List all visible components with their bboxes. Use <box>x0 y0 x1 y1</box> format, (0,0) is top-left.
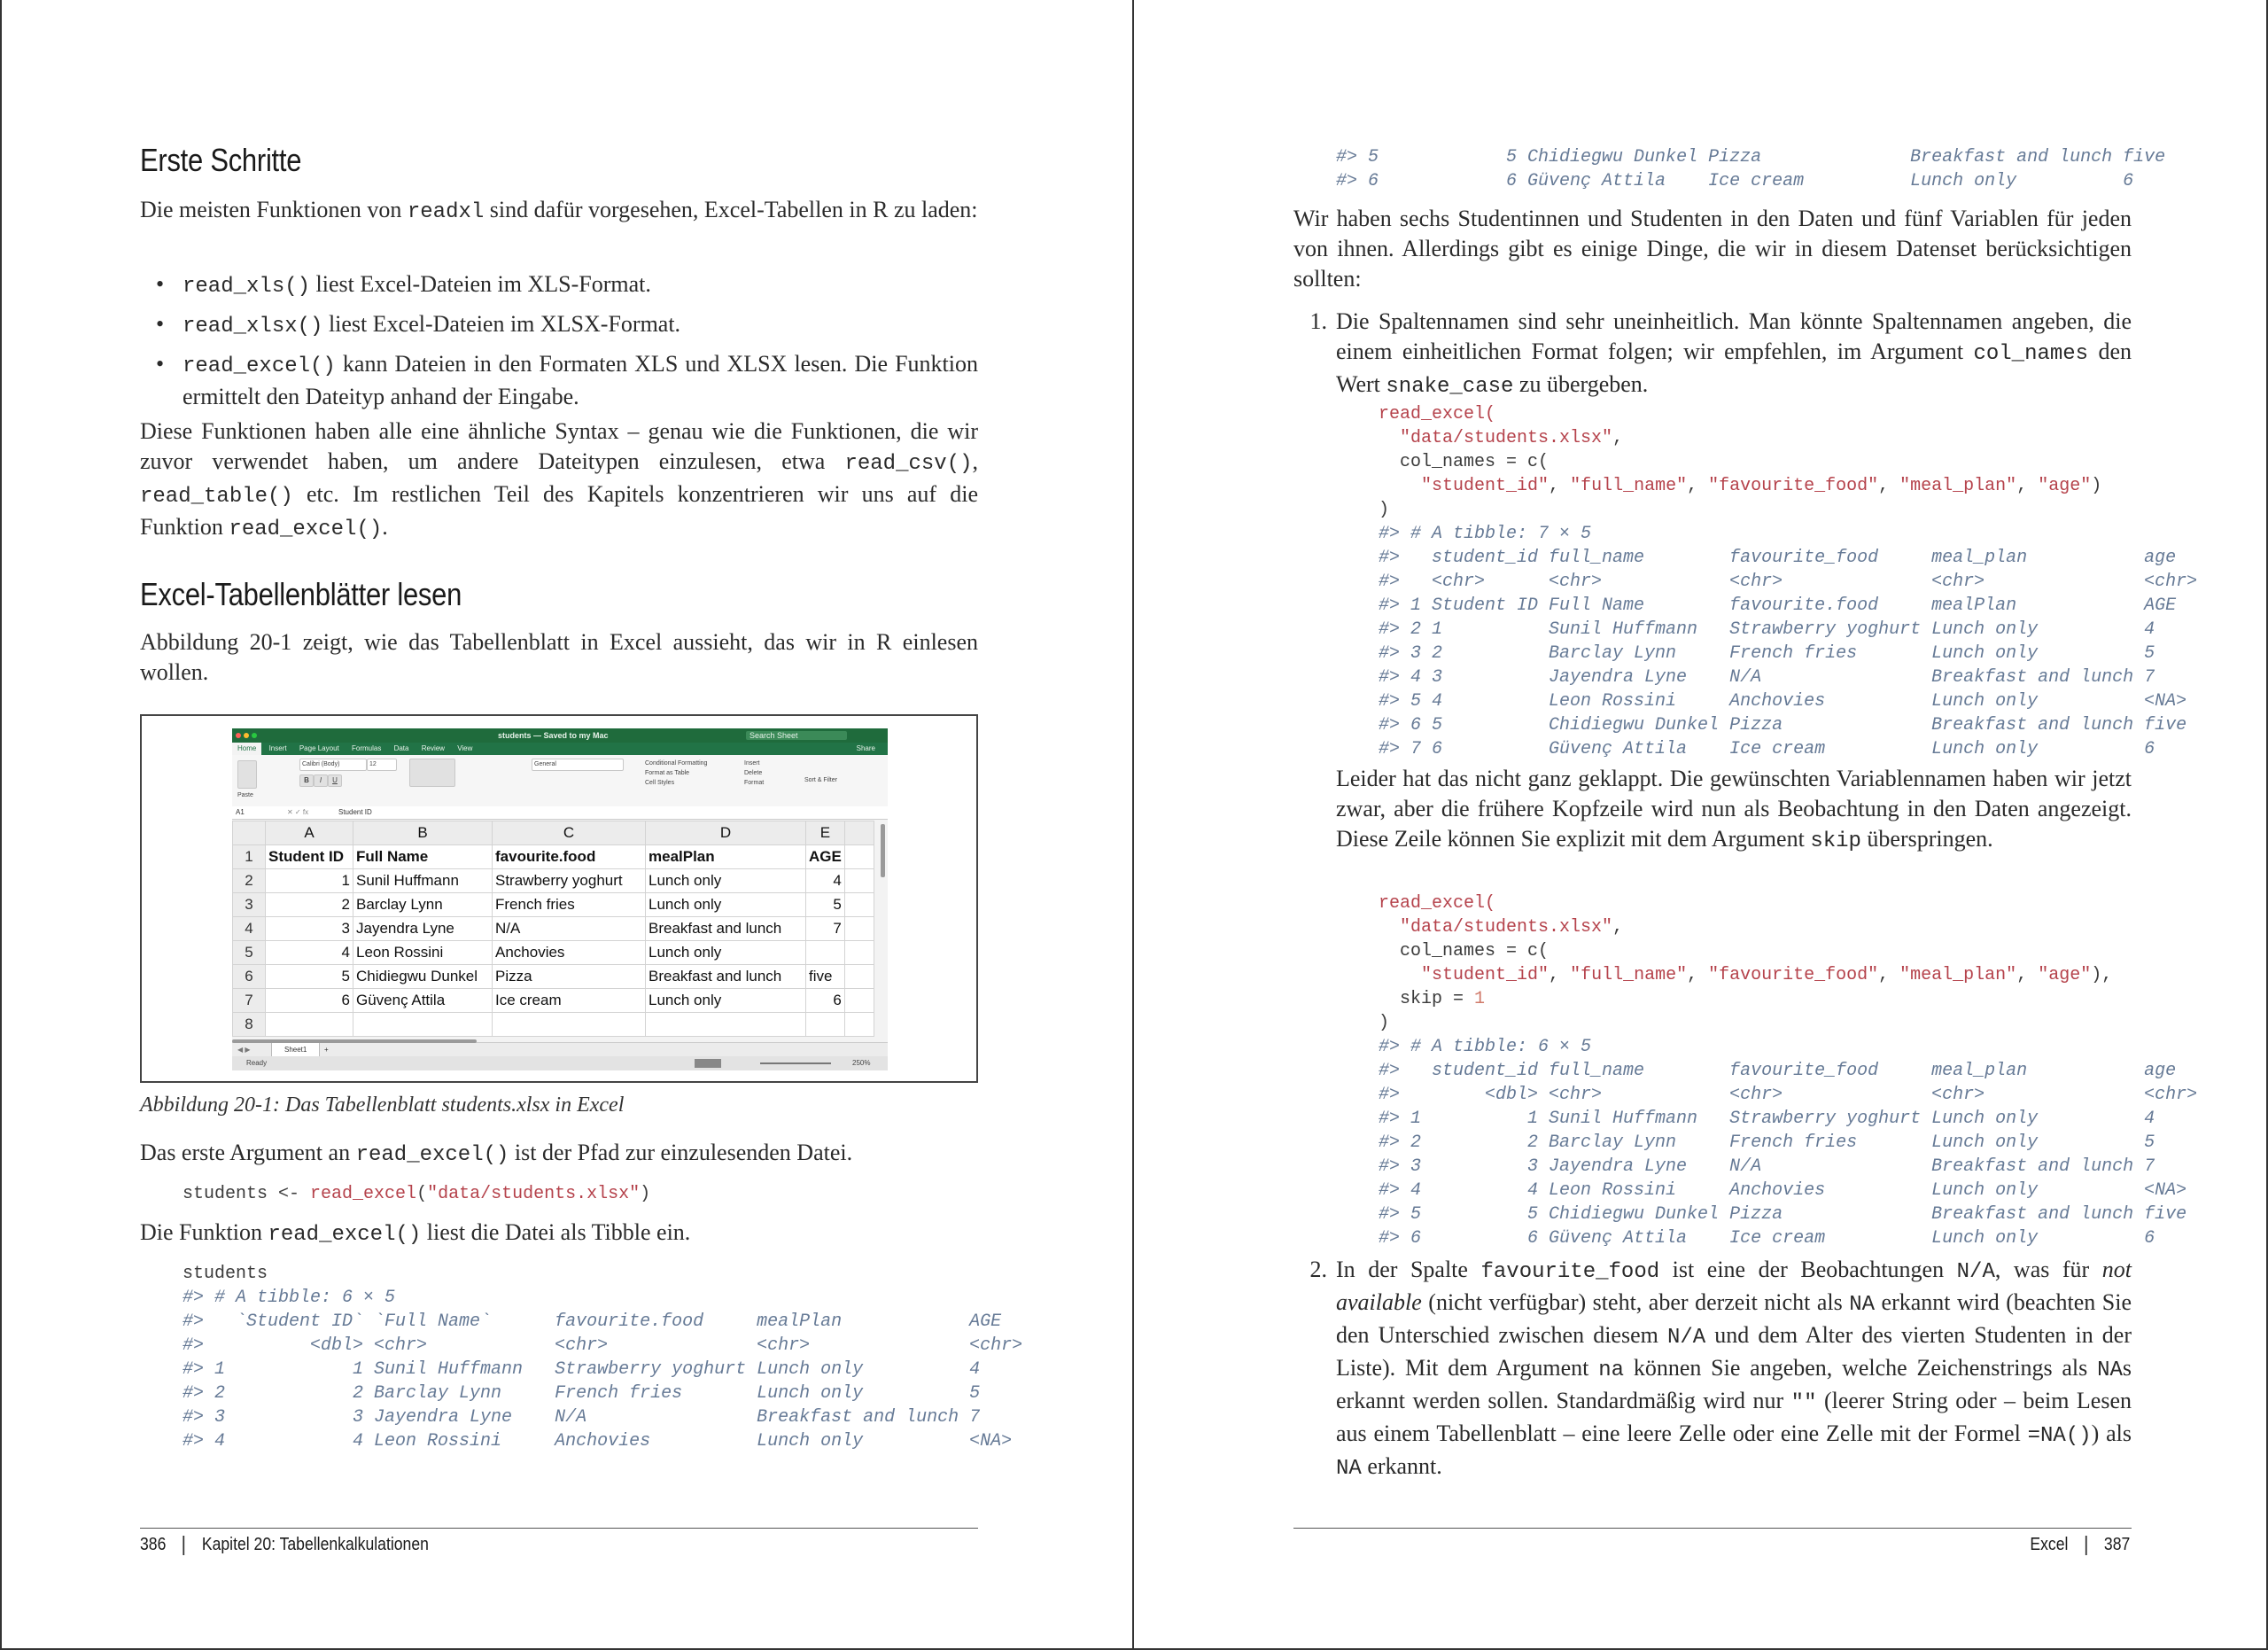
code-output-line: #> # A tibble: 6 × 5 <box>1379 1037 1592 1057</box>
page-number: 386 <box>140 1535 167 1554</box>
code-line: students <box>183 1264 268 1284</box>
text: Leider hat das nicht ganz geklappt. Die gewünschten Variablennamen haben wir jetzt zwar, aber die frühere Kopfzeile wird nun als Beobachtung in den Daten angezeigt. Diese Zeile können Sie explizit mit dem Argument <box>1336 766 2132 852</box>
code-string: "favourite_food" <box>1708 476 1879 496</box>
section-title: Excel <box>2030 1535 2069 1554</box>
code-string: "student_id" <box>1421 476 1550 496</box>
list-item <box>140 309 978 342</box>
code-inline: "" <box>1790 1391 1817 1415</box>
share-button[interactable]: Share <box>856 744 875 752</box>
table-row <box>233 989 874 1013</box>
cell[interactable]: 5 <box>806 893 845 917</box>
cell[interactable]: Barclay Lynn <box>353 893 493 917</box>
cell[interactable]: 5 <box>266 965 353 989</box>
footer-rule <box>1293 1528 2132 1529</box>
code-inline: read_xlsx() <box>183 315 323 339</box>
text: erkannt wird (beachten Sie den Unterschied zwischen diesem <box>1336 1289 2132 1348</box>
cell[interactable] <box>844 917 874 941</box>
code-output-line: #> <dbl> <chr> <chr> <chr> <chr> <box>1379 1085 2198 1105</box>
close-dot-icon <box>236 733 241 738</box>
code-inline: read_table() <box>140 485 293 509</box>
text: ist eine der Beobachtungen <box>1659 1257 1957 1282</box>
cell[interactable]: 4 <box>266 941 353 965</box>
list-item <box>140 269 978 302</box>
cell[interactable] <box>844 965 874 989</box>
minimize-dot-icon <box>244 733 249 738</box>
number-format-select[interactable]: General <box>532 759 624 771</box>
excel-titlebar <box>232 728 888 743</box>
cell[interactable] <box>844 869 874 893</box>
function-list <box>140 269 978 419</box>
text: liest Excel-Dateien im XLSX-Format. <box>322 311 681 337</box>
code-punct: ) <box>640 1184 651 1204</box>
chapter-title: Kapitel 20: Tabellenkalkulationen <box>201 1535 429 1554</box>
cell[interactable]: 6 <box>806 989 845 1013</box>
code-output-line: #> 3 2 Barclay Lynn French fries Lunch only 5 <box>1379 643 2155 664</box>
text: liest die Datei als Tibble ein. <box>421 1219 691 1245</box>
table-row <box>233 917 874 941</box>
code-number: 1 <box>1474 989 1486 1009</box>
list-item-2 <box>1293 1255 2132 1484</box>
issues-list <box>1293 307 2132 402</box>
paste-icon[interactable] <box>237 760 257 789</box>
table-row <box>233 1013 874 1037</box>
text: Das erste Argument an <box>140 1140 356 1165</box>
select-all-corner[interactable] <box>233 821 266 845</box>
fx-icon: ✕ ✓ fx <box>287 808 309 816</box>
code-output-line: #> 6 5 Chidiegwu Dunkel Pizza Breakfast and lunch five <box>1379 715 2187 735</box>
cell[interactable]: Jayendra Lyne <box>353 917 493 941</box>
column-header[interactable]: D <box>646 821 806 845</box>
status-bar <box>232 1056 888 1070</box>
add-sheet-button[interactable]: + <box>324 1046 329 1054</box>
cell[interactable]: 2 <box>266 893 353 917</box>
cell[interactable]: Breakfast and lunch <box>646 965 806 989</box>
code-block-read-excel <box>183 1182 650 1206</box>
excel-ribbon-tabs <box>232 743 888 755</box>
syntax-paragraph <box>140 416 978 545</box>
cell[interactable]: Full Name <box>353 845 493 869</box>
code-line: ) <box>1379 500 1390 520</box>
excel-figure <box>140 714 978 1083</box>
code-output-line: #> 7 6 Güvenç Attila Ice cream Lunch only 6 <box>1379 739 2155 759</box>
cell[interactable]: 7 <box>806 917 845 941</box>
sort-filter-button[interactable]: Sort & Filter <box>804 777 837 783</box>
cell[interactable]: Lunch only <box>646 893 806 917</box>
text: Die Funktion <box>140 1219 268 1245</box>
formula-input[interactable]: Student ID <box>338 808 372 816</box>
table-row <box>233 869 874 893</box>
emphasis: not available <box>1336 1257 2132 1315</box>
footer-separator <box>183 1536 185 1555</box>
cell[interactable]: Lunch only <box>646 941 806 965</box>
code-output-line: #> student_id full_name favourite_food meal_plan age <box>1379 1061 2177 1081</box>
code-output-continued <box>1336 145 2165 193</box>
cell[interactable]: Leon Rossini <box>353 941 493 965</box>
bold-button[interactable]: B <box>299 774 314 787</box>
tab-page-layout[interactable]: Page Layout <box>299 744 339 752</box>
cell[interactable] <box>266 1013 353 1037</box>
cell[interactable]: 6 <box>266 989 353 1013</box>
cell[interactable] <box>493 1013 646 1037</box>
cell[interactable]: Lunch only <box>646 869 806 893</box>
text: ) als <box>2091 1420 2132 1446</box>
text: Die Spaltennamen sind sehr uneinheitlich. Man könnte Spaltennamen angeben, die einem einheitlichen Format folgen; wir empfehlen, im Argument <box>1336 308 2132 364</box>
text: überspringen. <box>1860 826 1993 852</box>
code-inline: favourite_food <box>1480 1260 1660 1284</box>
footer-rule <box>140 1528 978 1529</box>
sheet-tab-sheet1[interactable]: Sheet1 <box>271 1043 320 1057</box>
font-size-select[interactable]: 12 <box>367 759 397 771</box>
horizontal-scrollbar[interactable] <box>232 1039 477 1043</box>
code-line: read_excel( <box>1379 893 1496 914</box>
text: sind dafür vorgesehen, Excel-Tabellen in R zu laden: <box>484 197 978 222</box>
text: etc. Im restlichen Teil des Kapitels konzentrieren wir uns auf die Funktion <box>140 481 978 540</box>
code-inline: skip <box>1810 829 1861 853</box>
column-header[interactable]: A <box>266 821 353 845</box>
code-output-line: #> 6 6 Güvenç Attila Ice cream Lunch only 6 <box>1336 171 2134 191</box>
text: Die meisten Funktionen von <box>140 197 408 222</box>
code-string: "favourite_food" <box>1708 965 1879 985</box>
column-header[interactable]: E <box>806 821 845 845</box>
format-as-table-button[interactable]: Format as Table <box>645 770 690 776</box>
code-string: "data/students.xlsx" <box>1400 428 1613 448</box>
vertical-scrollbar[interactable] <box>881 824 885 877</box>
tab-formulas[interactable]: Formulas <box>352 744 382 752</box>
column-header[interactable]: C <box>493 821 646 845</box>
code-inline: NA <box>1849 1293 1876 1317</box>
footer-right <box>2030 1535 2130 1555</box>
code-string: "full_name" <box>1570 476 1688 496</box>
code-string: "meal_plan" <box>1899 965 2017 985</box>
cell[interactable] <box>806 1013 845 1037</box>
code-inline: read_excel() <box>268 1223 422 1247</box>
cell[interactable]: Strawberry yoghurt <box>493 869 646 893</box>
first-argument-paragraph <box>140 1138 978 1171</box>
cell[interactable]: 3 <box>266 917 353 941</box>
cell[interactable] <box>806 941 845 965</box>
tab-view[interactable]: View <box>457 744 473 752</box>
table-row <box>233 893 874 917</box>
heading-excel-tabellenblaetter: Excel-Tabellenblätter lesen <box>140 576 462 612</box>
excel-window <box>232 728 888 1070</box>
code-output-line: #> <chr> <chr> <chr> <chr> <chr> <box>1379 572 2198 592</box>
tab-insert[interactable]: Insert <box>268 744 287 752</box>
code-output-line: #> 1 Student ID Full Name favourite.food mealPlan AGE <box>1379 595 2177 616</box>
code-inline: read_csv() <box>844 452 973 476</box>
code-line: skip = <box>1400 989 1475 1009</box>
code-output-line: #> 2 2 Barclay Lynn French fries Lunch only 5 <box>183 1383 981 1404</box>
figure-intro-paragraph: Abbildung 20-1 zeigt, wie das Tabellenblatt in Excel aussieht, das wir in R einlesen wollen. <box>140 629 978 685</box>
row-header[interactable]: 3 <box>233 893 266 917</box>
text: ist der Pfad zur einzulesenden Datei. <box>509 1140 853 1165</box>
code-inline: N/A <box>1666 1326 1706 1350</box>
intro-paragraph <box>140 195 978 228</box>
cell[interactable]: Sunil Huffmann <box>353 869 493 893</box>
tab-data[interactable]: Data <box>393 744 409 752</box>
text: (leerer String oder – beim Lesen aus einem Tabellenblatt – eine leere Zelle oder eine Zelle mit der Formel <box>1336 1388 2132 1446</box>
cell[interactable]: 1 <box>266 869 353 893</box>
footer-left <box>140 1535 429 1555</box>
cell[interactable]: Güvenç Attila <box>353 989 493 1013</box>
zoom-level: 250% <box>852 1059 871 1067</box>
tab-review[interactable]: Review <box>421 744 445 752</box>
text: . <box>382 514 388 540</box>
cell[interactable] <box>844 1013 874 1037</box>
heading-erste-schritte: Erste Schritte <box>140 142 302 178</box>
cell[interactable]: Ice cream <box>493 989 646 1013</box>
column-header[interactable]: B <box>353 821 493 845</box>
formula-bar <box>232 806 888 820</box>
code-inline: read_excel() <box>183 354 336 378</box>
text: kann Dateien in den Formaten XLS und XLSX lesen. Die Funktion ermittelt den Dateityp anhand der Eingabe. <box>183 351 978 409</box>
excel-title: students — Saved to my Mac <box>498 731 609 740</box>
figure-caption: Abbildung 20-1: Das Tabellenblatt students.xlsx in Excel <box>140 1094 625 1117</box>
list-number: 1. <box>1309 308 1327 334</box>
cell[interactable]: Pizza <box>493 965 646 989</box>
code-output-line: #> 2 1 Sunil Huffmann Strawberry yoghurt Lunch only 4 <box>1379 619 2155 640</box>
sheet-nav-arrows-icon[interactable]: ◀ ▶ <box>237 1046 251 1054</box>
list-item-1 <box>1293 307 2132 402</box>
code-block-skip: read_excel( "data/students.xlsx", col_names = c( "student_id", "full_name", "favourite_food", "meal_plan", "age"), skip = 1 ) #> # A tibble: 6 × 5 #> student_id full_name favourite_food meal_plan age #> <dbl> <chr> <chr> <chr> <chr> #> 1 1 Sunil Huffmann Strawberry yoghurt Lunch only 4 #> 2 2 Barclay Lynn French fries Lunch only 5 #> 3 3 Jayendra Lyne N/A Breakfast and lunch 7 #> 4 4 Leon Rossini Anchovies Lunch only <NA> #> 5 5 Chidiegwu Dunkel Pizza Breakfast and lunch five #> 6 6 Güvenç Attila Ice cream Lunch only 6 <box>1379 893 2198 1249</box>
text: , <box>972 448 978 474</box>
text: den Wert <box>1336 339 2132 397</box>
code-output-line: #> # A tibble: 7 × 5 <box>1379 524 1592 544</box>
code-output-line: #> 1 1 Sunil Huffmann Strawberry yoghurt Lunch only 4 <box>1379 1109 2155 1129</box>
code-string: "age" <box>2038 965 2092 985</box>
code-output-line: #> # A tibble: 6 × 5 <box>183 1288 396 1308</box>
cell[interactable]: French fries <box>493 893 646 917</box>
table-row <box>233 965 874 989</box>
code-output-line: #> `Student ID` `Full Name` favourite.food mealPlan AGE <box>183 1311 1002 1332</box>
code-inline: readxl <box>407 200 485 224</box>
format-button[interactable]: Format <box>744 780 765 786</box>
code-output-line: #> 2 2 Barclay Lynn French fries Lunch only 5 <box>1379 1132 2155 1153</box>
cell[interactable]: Lunch only <box>646 989 806 1013</box>
code-string: "full_name" <box>1570 965 1688 985</box>
text: (nicht verfügbar) steht, aber derzeit nicht als <box>1421 1289 1850 1315</box>
insert-button[interactable]: Insert <box>744 760 760 767</box>
underline-button[interactable]: U <box>328 774 342 787</box>
font-name-select[interactable]: Calibri (Body) <box>299 759 367 771</box>
table-row <box>233 941 874 965</box>
spreadsheet-grid <box>232 821 888 1037</box>
cell[interactable]: favourite.food <box>493 845 646 869</box>
code-output-line: #> 6 6 Güvenç Attila Ice cream Lunch only 6 <box>1379 1228 2155 1249</box>
issues-list-continued <box>1293 1255 2132 1484</box>
code-inline: snake_case <box>1386 375 1514 399</box>
code-inline: col_names <box>1973 342 2089 366</box>
code-output-line: #> 4 4 Leon Rossini Anchovies Lunch only <NA> <box>1379 1180 2187 1201</box>
right-page <box>1134 0 2268 1650</box>
code-output-line: #> 5 5 Chidiegwu Dunkel Pizza Breakfast and lunch five <box>1336 147 2166 167</box>
delete-button[interactable]: Delete <box>744 770 763 776</box>
list-item <box>140 349 978 412</box>
code-inline: na <box>1598 1358 1625 1382</box>
cell[interactable]: Student ID <box>266 845 353 869</box>
text: In der Spalte <box>1336 1257 1481 1282</box>
conditional-formatting-button[interactable]: Conditional Formatting <box>645 760 708 767</box>
code-inline: =NA() <box>2027 1424 2092 1448</box>
cell-table <box>232 821 874 1037</box>
code-output-line: #> student_id full_name favourite_food meal_plan age <box>1379 548 2177 568</box>
code-output-line: #> 4 4 Leon Rossini Anchovies Lunch only <NA> <box>183 1431 1013 1452</box>
alignment-group[interactable] <box>409 759 455 787</box>
cell-styles-button[interactable]: Cell Styles <box>645 780 675 786</box>
text: , was für <box>1994 1257 2102 1282</box>
text: erkannt. <box>1361 1453 1442 1479</box>
maximize-dot-icon <box>252 733 257 738</box>
row-header[interactable]: 7 <box>233 989 266 1013</box>
name-box[interactable]: A1 <box>236 808 245 816</box>
cell[interactable]: mealPlan <box>646 845 806 869</box>
cell[interactable] <box>844 845 874 869</box>
row-header[interactable]: 6 <box>233 965 266 989</box>
cell[interactable] <box>353 1013 493 1037</box>
code-string: "data/students.xlsx" <box>1400 917 1613 938</box>
view-mode-icons[interactable] <box>695 1059 721 1068</box>
row-header[interactable]: 1 <box>233 845 266 869</box>
code-output-line: #> <dbl> <chr> <chr> <chr> <chr> <box>183 1335 1023 1356</box>
skip-paragraph <box>1336 764 2132 857</box>
code-fn: read_excel <box>310 1184 417 1204</box>
sheet-tabs-bar <box>232 1042 888 1057</box>
code-string: "data/students.xlsx" <box>427 1184 641 1204</box>
list-number: 2. <box>1309 1257 1327 1282</box>
footer-separator <box>2085 1536 2087 1555</box>
styles-group <box>645 759 707 788</box>
code-inline: read_xls() <box>183 275 311 299</box>
cells-group <box>744 759 764 788</box>
code-block-col-names: read_excel( "data/students.xlsx", col_names = c( "student_id", "full_name", "favourite_food", "meal_plan", "age") ) #> # A tibble: 7 × 5 #> student_id full_name favourite_food meal_plan age #> <chr> <chr> <chr> <chr> <chr> #> 1 Student ID Full Name favourite.food mealPlan AGE #> 2 1 Sunil Huffmann Strawberry yoghurt Lunch only 4 #> 3 2 Barclay Lynn French fries Lunch only 5 #> 4 3 Jayendra Lyne N/A Breakfast and lunch 7 #> 5 4 Leon Rossini Anchovies Lunch only <NA> #> 6 5 Chidiegwu Dunkel Pizza Breakfast and lunch five #> 7 6 Güvenç Attila Ice cream Lunch only 6 <box>1379 404 2198 759</box>
table-row <box>233 845 874 869</box>
code-inline: N/A <box>1956 1260 1995 1284</box>
code-var: students <- <box>183 1184 311 1204</box>
cell[interactable] <box>646 1013 806 1037</box>
text: zu übergeben. <box>1513 371 1649 397</box>
code-inline: read_excel() <box>229 518 383 541</box>
code-inline: NA <box>2097 1358 2123 1382</box>
text: und dem Alter des vierten Studenten in der Liste). Mit dem Argument <box>1336 1322 2132 1381</box>
tab-home[interactable]: Home <box>232 743 261 755</box>
code-string: "student_id" <box>1421 965 1550 985</box>
code-block-students-output <box>183 1262 1022 1453</box>
cell[interactable]: 4 <box>806 869 845 893</box>
cell[interactable]: five <box>806 965 845 989</box>
code-output-line: #> 5 5 Chidiegwu Dunkel Pizza Breakfast and lunch five <box>1379 1204 2187 1225</box>
text: s erkannt werden sollen. Standardmäßig wird nur <box>1336 1355 2132 1413</box>
tibble-paragraph <box>140 1218 978 1250</box>
code-output-line: #> 3 3 Jayendra Lyne N/A Breakfast and lunch 7 <box>183 1407 981 1428</box>
row-header[interactable]: 2 <box>233 869 266 893</box>
cell[interactable]: Chidiegwu Dunkel <box>353 965 493 989</box>
cell[interactable] <box>844 989 874 1013</box>
observations-paragraph: Wir haben sechs Studentinnen und Studenten in den Daten und fünf Variablen für jeden von ihnen. Allerdings gibt es einige Dinge, die wir in diesem Datenset berücksichtigen sollten: <box>1293 206 2132 292</box>
code-output-line: #> 5 4 Leon Rossini Anchovies Lunch only <NA> <box>1379 691 2187 712</box>
cell[interactable] <box>844 893 874 917</box>
status-text: Ready <box>246 1059 268 1067</box>
excel-ribbon <box>232 755 888 807</box>
text: können Sie angeben, welche Zeichenstrings als <box>1624 1355 2098 1381</box>
cell[interactable]: AGE <box>806 845 845 869</box>
code-line: col_names = c( <box>1400 452 1550 472</box>
code-inline: NA <box>1336 1457 1362 1481</box>
code-line: read_excel( <box>1379 404 1496 424</box>
zoom-slider[interactable] <box>760 1062 831 1064</box>
row-header[interactable]: 5 <box>233 941 266 965</box>
code-line: col_names = c( <box>1400 941 1550 961</box>
code-output-line: #> 4 3 Jayendra Lyne N/A Breakfast and lunch 7 <box>1379 667 2155 688</box>
column-header-row <box>233 821 874 845</box>
code-string: "meal_plan" <box>1899 476 2017 496</box>
column-header-empty[interactable] <box>844 821 874 845</box>
cell[interactable] <box>844 941 874 965</box>
cell[interactable]: N/A <box>493 917 646 941</box>
paste-label: Paste <box>237 792 253 798</box>
row-header[interactable]: 8 <box>233 1013 266 1037</box>
code-string: "age" <box>2038 476 2092 496</box>
search-sheet-input[interactable]: Search Sheet <box>746 731 847 740</box>
cell[interactable]: Anchovies <box>493 941 646 965</box>
page-number: 387 <box>2103 1535 2130 1554</box>
row-header[interactable]: 4 <box>233 917 266 941</box>
italic-button[interactable]: I <box>314 774 328 787</box>
text: Diese Funktionen haben alle eine ähnliche Syntax – genau wie die Funktionen, die wir zuvor verwendet haben, um andere Dateitypen einzulesen, etwa <box>140 418 978 474</box>
code-output-line: #> 1 1 Sunil Huffmann Strawberry yoghurt Lunch only 4 <box>183 1359 981 1380</box>
code-punct: ( <box>416 1184 428 1204</box>
code-inline: read_excel() <box>355 1143 509 1167</box>
code-output-line: #> 3 3 Jayendra Lyne N/A Breakfast and lunch 7 <box>1379 1156 2155 1177</box>
text: liest Excel-Dateien im XLS-Format. <box>310 271 651 297</box>
cell[interactable]: Breakfast and lunch <box>646 917 806 941</box>
code-line: ) <box>1379 1013 1390 1033</box>
